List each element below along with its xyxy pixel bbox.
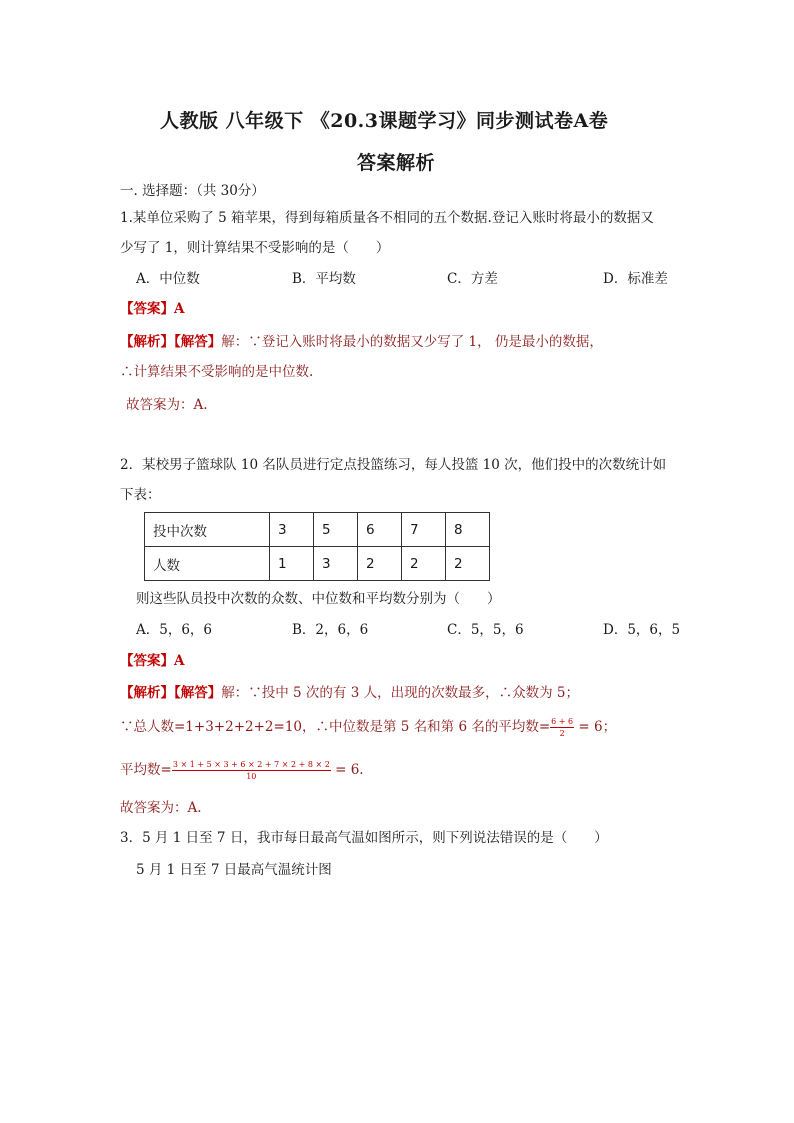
q2-analysis-text1: 解：∵投中 5 次的有 3 人，出现的次数最多，∴众数为 5；: [221, 685, 579, 701]
table-cell: 5: [314, 513, 358, 547]
q3-stem-line1: 3．5 月 1 日至 7 日，我市每日最高气温如图所示，则下列说法错误的是（ ）: [120, 830, 608, 846]
q1-analysis-line1: [120, 332, 603, 352]
q1-option-a: A．中位数: [136, 271, 200, 287]
table-cell: 6: [358, 513, 402, 547]
q2-answer: [120, 651, 184, 671]
q2-question: 则这些队员投中次数的众数、中位数和平均数分别为（ ）: [136, 591, 501, 607]
q2-analysis-line1: [120, 683, 579, 703]
q1-analysis-line2: ∴计算结果不受影响的是中位数.: [120, 364, 314, 380]
q2-option-a: A．5，6，6: [136, 622, 213, 638]
q2-option-d: D．5，6，5: [603, 622, 681, 638]
q1-option-d: D．标准差: [603, 271, 668, 287]
section-heading: 一. 选择题：（共 30分）: [120, 183, 265, 199]
q1-stem-line1: 1.某单位采购了 5 箱苹果，得到每箱质量各不相同的五个数据.登记入账时将最小的数据又: [120, 210, 654, 226]
q2-data-table: [144, 512, 490, 581]
q1-stem-line2: 少写了 1，则计算结果不受影响的是（ ）: [120, 240, 390, 256]
q2-conclusion: 故答案为：A.: [120, 800, 202, 816]
q2-median-text: ∵总人数=1+3+2+2+2=10，∴中位数是第 5 名和第 6 名的平均数=: [120, 719, 551, 735]
q1-conclusion: 故答案为：A.: [126, 397, 208, 413]
q1-option-c: C．方差: [447, 271, 498, 287]
q2-median-result: = 6；: [574, 719, 617, 735]
table-cell: 2: [358, 547, 402, 581]
q2-mean-fraction: [172, 759, 331, 782]
q1-answer-value: A: [174, 301, 185, 317]
q2-option-c: C．5，5，6: [447, 622, 524, 638]
fraction-denominator: 2: [559, 729, 565, 738]
q1-answer: [120, 299, 184, 319]
table-row: [145, 513, 490, 547]
q2-mean-result: = 6.: [330, 762, 364, 778]
table-cell: 7: [402, 513, 446, 547]
q2-analysis-label: 【解析】【解答】: [120, 685, 222, 701]
table-cell: 8: [446, 513, 490, 547]
table-cell: 3: [270, 513, 314, 547]
document-title: 人教版 八年级下 《20.3课题学习》同步测试卷A卷: [160, 110, 609, 132]
fraction-denominator: 10: [246, 772, 257, 781]
q2-mean-line: [120, 759, 364, 782]
q2-analysis-line2: [120, 716, 616, 739]
q2-answer-value: A: [174, 653, 185, 669]
table-cell: 1: [270, 547, 314, 581]
table-cell: 人数: [145, 547, 270, 581]
q1-analysis-text1: 解：∵登记入账时将最小的数据又少写了 1， 仍是最小的数据，: [221, 334, 603, 350]
table-row: [145, 547, 490, 581]
q2-option-b: B．2，6，6: [292, 622, 369, 638]
q2-mean-label: 平均数=: [120, 762, 172, 778]
q1-answer-label: 【答案】: [120, 301, 174, 317]
q2-answer-label: 【答案】: [120, 653, 174, 669]
fraction-numerator: 6 + 6: [551, 717, 574, 726]
q1-option-b: B．平均数: [292, 271, 356, 287]
q1-analysis-label: 【解析】【解答】: [120, 334, 222, 350]
table-cell: 2: [402, 547, 446, 581]
q2-stem-line1: 2．某校男子篮球队 10 名队员进行定点投篮练习，每人投篮 10 次，他们投中的次数统计如: [120, 457, 667, 473]
document-subtitle: 答案解析: [357, 152, 436, 174]
table-cell: 3: [314, 547, 358, 581]
q3-chart-caption: 5 月 1 日至 7 日最高气温统计图: [136, 862, 332, 878]
fraction-numerator: 3 × 1 + 5 × 3 + 6 × 2 + 7 × 2 + 8 × 2: [172, 760, 330, 769]
q2-median-fraction: [550, 716, 574, 739]
table-cell: 投中次数: [145, 513, 270, 547]
table-cell: 2: [446, 547, 490, 581]
q2-stem-line2: 下表：: [120, 487, 161, 503]
